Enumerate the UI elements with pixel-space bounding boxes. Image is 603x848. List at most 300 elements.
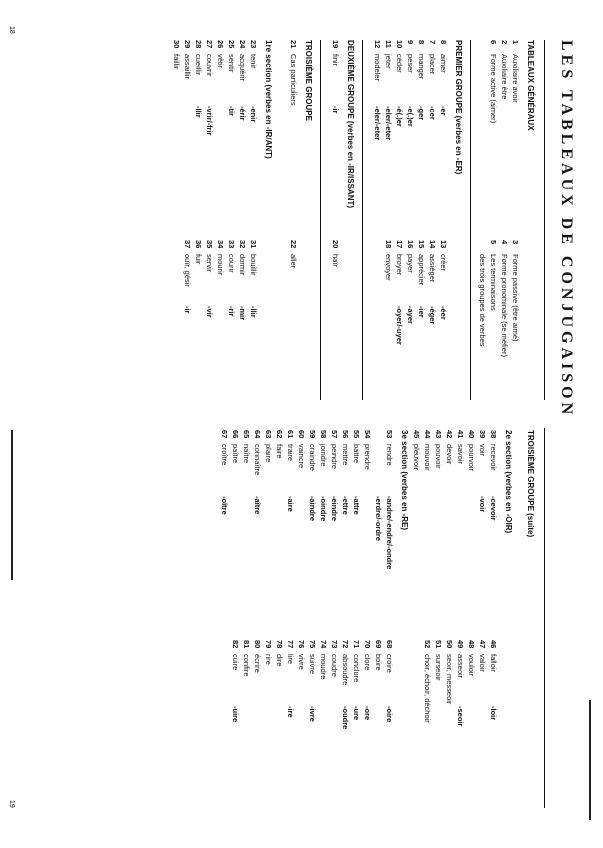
verb-number: 2: [500, 40, 509, 45]
verb-ending: -ier: [417, 306, 426, 318]
verb-number: 21: [289, 40, 298, 49]
table-row: [263, 430, 274, 542]
verb-model: finir: [331, 54, 340, 67]
verb-model: clore: [363, 654, 372, 671]
table-row: [340, 640, 351, 752]
verb-model: rire: [264, 654, 273, 665]
table-row: [351, 430, 362, 542]
verb-number: 78: [275, 640, 284, 649]
verb-ending: -oire: [385, 706, 394, 723]
verb-model: devoir: [445, 444, 454, 465]
verb-model: cueillir: [194, 54, 203, 76]
verb-number: 48: [467, 640, 476, 649]
verb-model: courir: [227, 254, 236, 273]
table-row: [416, 240, 427, 352]
verb-number: 71: [352, 640, 361, 649]
verb-number: 47: [478, 640, 487, 649]
verb-number: 26: [216, 40, 225, 49]
table-row: [215, 240, 226, 352]
verb-model: choir, échoir, déchoir: [423, 654, 432, 723]
table-row: [329, 640, 340, 752]
verb-number: 34: [216, 240, 225, 249]
verb-number: 57: [330, 430, 339, 439]
table-row: [394, 240, 405, 352]
table-row: [241, 430, 252, 542]
table-row: [427, 40, 438, 152]
rule: [320, 40, 321, 400]
verb-number: 58: [319, 430, 328, 439]
verb-ending: -ire: [286, 706, 295, 718]
verb-number: 42: [445, 430, 454, 439]
verb-number: 24: [238, 40, 247, 49]
verb-model: modeler: [373, 54, 382, 82]
verb-model: vouloir: [467, 654, 476, 677]
verb-number: 3: [511, 240, 520, 245]
subsection-heading-oir: 2e section (verbes en -OIR): [504, 430, 513, 534]
verb-model: recevoir: [489, 444, 498, 471]
verb-model: jeter: [384, 54, 393, 69]
verb-number: 69: [374, 640, 383, 649]
verb-model: fuir: [194, 254, 203, 265]
verb-number: 75: [308, 640, 317, 649]
table-row: [215, 40, 226, 152]
verb-model: mettre: [341, 444, 350, 466]
table-row: [230, 430, 241, 542]
verb-number: 8: [417, 40, 426, 45]
table-row: [444, 430, 455, 542]
verb-model: connaître: [253, 444, 262, 476]
verb-ending: -ir: [183, 306, 192, 314]
table-row: [455, 430, 466, 542]
table-row: [373, 640, 384, 752]
table-row: [204, 240, 215, 352]
verb-ending: -voir: [478, 496, 487, 513]
table-row: [405, 40, 416, 152]
verb-model: joindre: [319, 444, 328, 467]
table-row: [438, 240, 449, 352]
verb-model: peser: [406, 54, 415, 73]
verb-model: craindre: [308, 444, 317, 472]
verb-ending: -aindre: [308, 496, 317, 522]
verb-number: 70: [363, 640, 372, 649]
verb-ending: -mir: [238, 306, 247, 321]
table-row: [422, 640, 433, 752]
table-row: [384, 430, 395, 570]
table-row: [171, 40, 182, 152]
verb-number: 31: [249, 240, 258, 249]
verb-number: 49: [456, 640, 465, 649]
verb-model: céder: [395, 54, 404, 73]
verb-number: 72: [341, 640, 350, 649]
verb-model: croire: [385, 654, 394, 673]
verb-ending: -e(.)er: [406, 106, 415, 127]
verb-model: aller: [289, 254, 298, 269]
table-row: [433, 640, 444, 752]
table-row: [285, 640, 296, 752]
verb-ending: -éer: [439, 306, 448, 320]
verb-model: savoir: [456, 444, 465, 465]
verb-number: 14: [428, 240, 437, 249]
table-row: [427, 240, 438, 352]
subsection-heading-ir: 1re section (verbes en -IR/ANT): [264, 40, 273, 159]
verb-model: pourvoir: [467, 444, 476, 472]
verb-ending: -ore: [363, 706, 372, 721]
section-heading-troisieme: TROISIÈME GROUPE: [304, 40, 313, 121]
rule: [544, 40, 545, 400]
verb-number: 6: [489, 40, 498, 45]
verb-model: faire: [275, 444, 284, 459]
verb-number: 39: [478, 430, 487, 439]
table-label: Forme active (aimer): [489, 54, 498, 124]
verb-number: 20: [331, 240, 340, 249]
section-heading-deuxieme: DEUXIÈME GROUPE (verbes en -IR/ISSANT): [346, 40, 355, 209]
verb-number: 38: [489, 430, 498, 439]
verb-ending: -ger: [417, 106, 426, 121]
section-heading-premier: PREMIER GROUPE (verbes en -ER): [454, 40, 463, 175]
verb-model: mouvoir: [423, 444, 432, 471]
verb-ending: -é(.)er: [395, 106, 404, 127]
verb-ending: -cer: [428, 106, 437, 120]
verb-ending: -er: [439, 106, 448, 116]
verb-ending: -érir: [238, 106, 247, 121]
table-row: [488, 640, 499, 752]
verb-ending: -aire: [286, 496, 295, 512]
verb-model: paître: [231, 444, 240, 464]
table-row: [226, 240, 237, 352]
page-number-right: 19: [8, 800, 15, 808]
verb-model: ouïr, gésir: [183, 254, 192, 287]
verb-model: acquérir: [238, 54, 247, 82]
verb-number: 55: [352, 430, 361, 439]
verb-number: 80: [253, 640, 262, 649]
verb-number: 37: [183, 240, 192, 249]
rule: [470, 40, 471, 400]
table-row: [226, 40, 237, 152]
verb-ending: -enir: [249, 106, 258, 123]
verb-model: placer: [428, 54, 437, 75]
table-label: Les terminaisons: [489, 254, 498, 311]
verb-number: 41: [456, 430, 465, 439]
table-row: [296, 640, 307, 752]
table-row: [296, 430, 307, 542]
verb-model: absoudre: [341, 654, 350, 686]
table-row: [499, 240, 510, 357]
verb-number: 40: [467, 430, 476, 439]
verb-number: 15: [417, 240, 426, 249]
verb-ending: -erdre/-ordre: [374, 496, 383, 542]
verb-number: 82: [231, 640, 240, 649]
verb-number: 22: [289, 240, 298, 249]
table-row: [488, 430, 499, 542]
verb-number: 54: [363, 430, 372, 439]
table-row: [318, 430, 329, 542]
verb-ending: -eler/-eter: [384, 106, 393, 141]
verb-model: payer: [406, 254, 415, 273]
table-label: Auxiliaire être: [500, 54, 509, 100]
verb-model: voir: [478, 444, 487, 457]
verb-number: 33: [227, 240, 236, 249]
verb-model: mourir: [216, 254, 225, 276]
table-row: [477, 640, 488, 752]
verb-ending: -eler/-eter: [373, 106, 382, 141]
verb-number: 32: [238, 240, 247, 249]
verb-model: seoir, messeoir: [445, 654, 454, 705]
verb-number: 53: [385, 430, 394, 439]
table-row: [288, 240, 299, 352]
verb-ending: -eindre: [330, 496, 339, 522]
verb-number: 30: [172, 40, 181, 49]
table-label: des trois groupes de verbes: [478, 254, 487, 347]
verb-model: servir: [205, 254, 214, 273]
subsection-heading-re: 3e section (verbes en -RE): [400, 430, 409, 531]
verb-number: 77: [286, 640, 295, 649]
table-row: [362, 640, 373, 752]
table-row: [362, 430, 373, 542]
verb-model: dormir: [238, 254, 247, 276]
verb-ending: -attre: [352, 496, 361, 515]
page-number-left: 18: [8, 26, 15, 34]
table-row: [219, 430, 230, 542]
verb-number: 81: [242, 640, 251, 649]
verb-number: 63: [264, 430, 273, 439]
table-row: [433, 430, 444, 542]
table-row: [329, 430, 340, 542]
table-row: [330, 240, 341, 352]
table-row: [510, 240, 521, 342]
verb-model: peindre: [330, 444, 339, 470]
table-row: [444, 640, 455, 752]
verb-number: 4: [500, 240, 509, 245]
table-label: Forme passive (être aimé): [511, 254, 520, 342]
verb-number: 56: [341, 430, 350, 439]
table-row: [466, 430, 477, 542]
table-row: [193, 40, 204, 152]
table-row: [307, 640, 318, 752]
verb-model: confire: [242, 654, 251, 677]
verb-model: asseoir: [456, 654, 465, 679]
verb-ending: -cevoir: [489, 496, 498, 521]
table-row: [499, 40, 510, 99]
verb-ending: -rir: [227, 306, 236, 317]
table-row: [383, 40, 394, 152]
table-row: [248, 40, 259, 152]
table-row: [373, 430, 384, 542]
verb-number: 27: [205, 40, 214, 49]
rule: [362, 40, 363, 400]
verb-ending: -tir: [227, 106, 236, 116]
verb-model: créer: [439, 254, 448, 272]
verb-ending: -vrir/-frir: [205, 106, 214, 136]
verb-ending: -llir: [194, 106, 203, 118]
verb-ending: -oindre: [319, 496, 328, 522]
verb-number: 44: [423, 430, 432, 439]
verb-model: dire: [275, 654, 284, 667]
verb-ending: -andre/-endre/-ondre: [385, 496, 394, 570]
verb-ending: -aître: [253, 496, 262, 515]
verb-number: 25: [227, 40, 236, 49]
verb-number: 10: [395, 40, 404, 49]
table-row: [274, 430, 285, 542]
verb-ending: -éger: [428, 306, 437, 325]
verb-number: 50: [445, 640, 454, 649]
verb-model: assiéger: [428, 254, 437, 283]
table-label: Forme pronominale (se méfier): [500, 254, 509, 357]
verb-model: prendre: [363, 444, 372, 470]
verb-ending: -ayer: [406, 306, 415, 324]
verb-model: conclure: [352, 654, 361, 683]
verb-ending: -oudre: [341, 706, 350, 730]
verb-number: 19: [331, 40, 340, 49]
verb-ending: -oyer/-uyer: [395, 306, 404, 345]
verb-number: 59: [308, 430, 317, 439]
table-row: [274, 640, 285, 752]
verb-number: 67: [220, 430, 229, 439]
verb-model: Cas particuliers: [289, 54, 298, 106]
verb-model: assaillir: [183, 54, 192, 80]
verb-number: 11: [384, 40, 393, 48]
verb-ending: -ivre: [308, 706, 317, 722]
verb-model: naître: [242, 444, 251, 464]
verb-model: tenir: [249, 54, 258, 69]
verb-model: boire: [374, 654, 383, 671]
table-row: [237, 240, 248, 352]
verb-ending: -seoir: [456, 706, 465, 727]
verb-number: 51: [434, 640, 443, 649]
verb-number: 13: [439, 240, 448, 249]
verb-model: surseoir: [434, 654, 443, 681]
verb-number: 76: [297, 640, 306, 649]
verb-number: 18: [384, 240, 393, 249]
rule: [544, 428, 545, 808]
table-row: [438, 40, 449, 152]
verb-number: 46: [489, 640, 498, 649]
verb-number: 52: [423, 640, 432, 649]
verb-model: vivre: [297, 654, 306, 670]
table-row: [384, 640, 395, 752]
table-row: [488, 240, 499, 311]
verb-model: suivre: [308, 654, 317, 675]
table-row: [405, 240, 416, 352]
verb-model: traire: [286, 444, 295, 462]
verb-model: croître: [220, 444, 229, 466]
verb-model: envoyer: [384, 254, 393, 281]
table-row: [416, 40, 427, 152]
table-row: [372, 40, 383, 152]
verb-model: cuire: [231, 654, 240, 671]
verb-ending: -ir: [331, 106, 340, 114]
verb-number: 74: [319, 640, 328, 649]
verb-number: 36: [194, 240, 203, 249]
verb-model: falloir: [489, 654, 498, 672]
table-row: [383, 240, 394, 352]
verb-number: 28: [194, 40, 203, 49]
verb-number: 29: [183, 40, 192, 49]
table-row: [252, 430, 263, 542]
verb-ending: -vir: [205, 306, 214, 318]
verb-number: 23: [249, 40, 258, 49]
verb-ending: -llir: [249, 306, 258, 318]
verb-number: 66: [231, 430, 240, 439]
verb-number: 65: [242, 430, 251, 439]
verb-ending: -loir: [489, 706, 498, 721]
verb-model: pouvoir: [434, 444, 443, 469]
table-row: [230, 640, 241, 752]
verb-model: aimer: [439, 54, 448, 73]
verb-model: pleuvoir: [412, 444, 421, 471]
scan-edge-mark: [12, 430, 14, 580]
verb-model: vêtir: [216, 54, 225, 69]
section-heading-troisieme-suite: TROISIÈME GROUPE (suite): [526, 430, 535, 538]
table-row: [193, 240, 204, 352]
table-row: [477, 430, 488, 542]
table-row: [455, 640, 466, 752]
table-label: Auxiliaire avoir: [511, 54, 520, 103]
verb-number: 79: [264, 640, 273, 649]
table-row: [204, 40, 215, 152]
section-heading-generaux: TABLEAUX GÉNÉRAUX: [526, 40, 535, 131]
verb-model: lire: [286, 654, 295, 665]
table-row: [411, 430, 422, 542]
verb-number: 1: [511, 40, 520, 45]
table-row: [318, 640, 329, 752]
verb-model: couvrir: [205, 54, 214, 77]
scan-edge-mark: [590, 700, 592, 820]
verb-ending: -ettre: [341, 496, 350, 515]
table-row: [422, 430, 433, 542]
verb-model: plaire: [264, 444, 273, 463]
table-row: [477, 240, 488, 347]
verb-number: 12: [373, 40, 382, 49]
verb-number: 35: [205, 240, 214, 249]
table-row: [394, 40, 405, 152]
verb-model: rendre: [385, 444, 394, 466]
verb-model: battre: [352, 444, 361, 464]
table-row: [248, 240, 259, 352]
verb-ending: -ure: [352, 706, 361, 721]
verb-number: 64: [253, 430, 262, 439]
verb-model: apprécier: [417, 254, 426, 286]
table-row: [340, 430, 351, 542]
verb-model: haïr: [331, 254, 340, 267]
verb-number: 9: [406, 40, 415, 45]
verb-number: 68: [385, 640, 394, 649]
verb-model: broyer: [395, 254, 404, 276]
verb-number: 43: [434, 430, 443, 439]
table-row: [237, 40, 248, 152]
verb-model: coudre: [330, 654, 339, 677]
verb-model: sentir: [227, 54, 236, 73]
table-row: [285, 430, 296, 542]
table-row: [351, 640, 362, 752]
table-row: [241, 640, 252, 752]
table-row: [182, 240, 193, 352]
verb-model: écrire: [253, 654, 262, 673]
verb-number: 8: [439, 40, 448, 45]
verb-number: 62: [275, 430, 284, 439]
verb-model: manger: [417, 54, 426, 80]
table-row: [263, 640, 274, 752]
table-row: [252, 640, 263, 752]
verb-model: valoir: [478, 654, 487, 672]
verb-model: vaincre: [297, 444, 306, 469]
verb-model: moudre: [319, 654, 328, 680]
verb-number: 45: [412, 430, 421, 439]
verb-ending: -oître: [220, 496, 229, 515]
verb-number: 60: [297, 430, 306, 439]
verb-model: faillir: [172, 54, 181, 70]
table-row: [182, 40, 193, 152]
table-row: [330, 40, 341, 152]
